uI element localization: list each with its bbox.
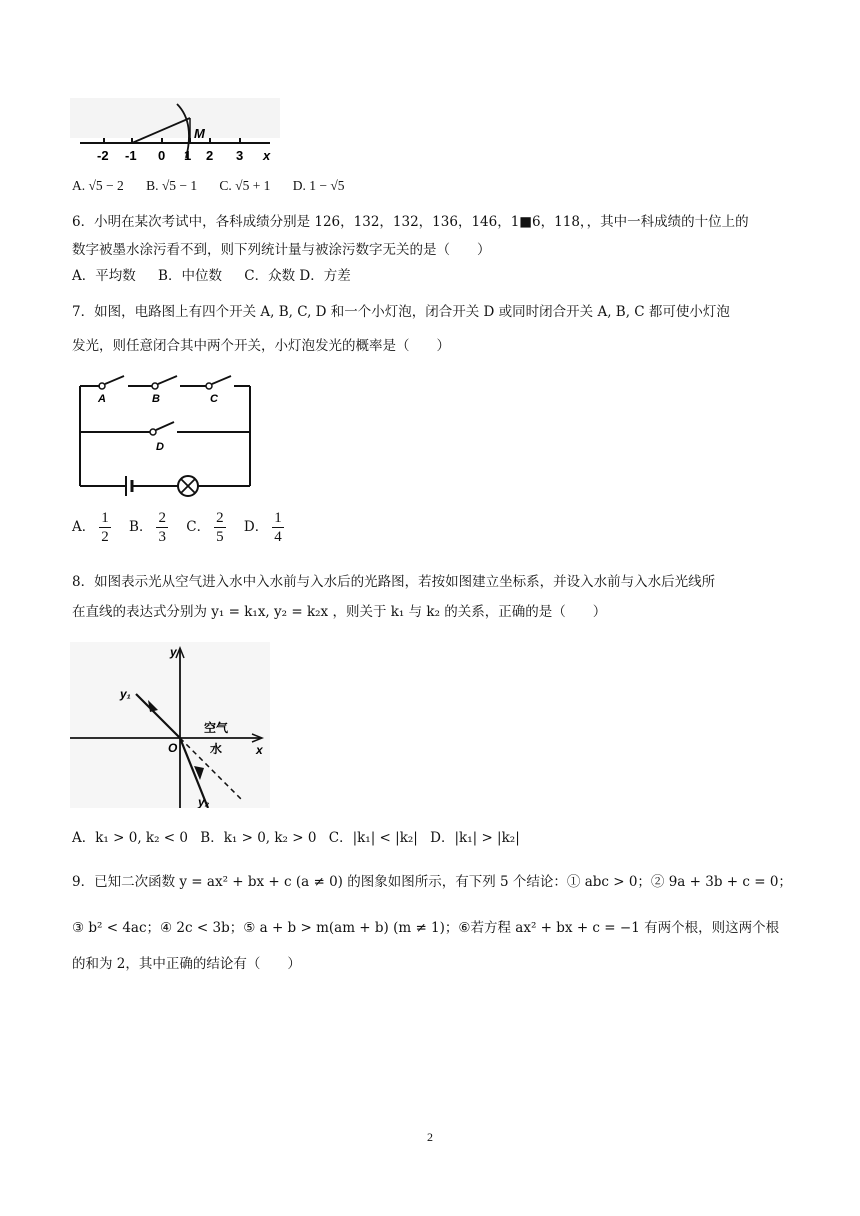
q7-stem-line1: 7．如图，电路图上有四个开关 A, B, C, D 和一个小灯泡，闭合开关 D 或同时闭合开关 A, B, C 都可使小灯泡 xyxy=(72,304,730,320)
q8-option-b: B．k₁ > 0, k₂ > 0 xyxy=(200,830,317,846)
q8-option-a: A．k₁ > 0, k₂ < 0 xyxy=(72,830,188,846)
tick-label: 1 xyxy=(184,148,192,163)
q8-option-c: C．|k₁| < |k₂| xyxy=(328,830,418,846)
q6-stem-line1: 6．小明在某次考试中，各科成绩分别是 126，132，132，136，146，1■6，118，，其中一科成绩的十位上的 xyxy=(72,214,749,230)
q7-option-c-fraction: $\frac{2}{5}$ xyxy=(216,510,224,545)
origin-label: O xyxy=(168,741,178,755)
q7-option-a-fraction: $\frac{1}{2}$ xyxy=(101,510,109,545)
q9-stem-line3: 的和为 2，其中正确的结论有（ ） xyxy=(72,956,301,972)
switch-label-a: A xyxy=(98,393,106,405)
ray-y2-label: y₂ xyxy=(198,795,210,808)
q6-options xyxy=(72,266,369,286)
q7-option-d-letter: D． xyxy=(243,519,269,535)
q9-stem-line1: 9．已知二次函数 y = ax² + bx + c (a ≠ 0) 的图象如图所示，有下列 5 个结论：① abc > 0；② 9a + 3b + c = 0； xyxy=(72,874,792,890)
page-number: 2 xyxy=(427,1130,433,1144)
y-axis-label: y xyxy=(170,645,177,659)
circuit-diagram xyxy=(70,362,260,498)
air-label: 空气 xyxy=(204,721,229,735)
axis-label: x xyxy=(263,148,271,163)
q5-option-c: C. √5 + 1 xyxy=(219,178,271,193)
q9-stem-line2: ③ b² < 4ac；④ 2c < 3b；⑤ a + b > m(am + b) (m ≠ 1)；⑥若方程 ax² + bx + c = −1 有两个根，则这两个根 xyxy=(72,920,780,936)
tick-label: -2 xyxy=(97,148,109,163)
number-line-figure xyxy=(70,98,280,164)
q7-option-a-letter: A． xyxy=(72,519,96,535)
switch-label-d: D xyxy=(156,441,164,453)
q7-option-b-letter: B． xyxy=(129,519,153,535)
tick-label: 3 xyxy=(236,148,244,163)
water-label: 水 xyxy=(210,742,223,756)
q6-option-b: B．中位数 xyxy=(158,268,222,284)
q7-stem-line2: 发光，则任意闭合其中两个开关，小灯泡发光的概率是（ ） xyxy=(72,338,450,354)
switch-label-c: C xyxy=(210,393,218,405)
ray-y1-label: y₁ xyxy=(120,687,131,701)
q5-option-b: B. √5 − 1 xyxy=(146,178,198,193)
q7-option-b-fraction: $\frac{2}{3}$ xyxy=(158,510,166,545)
tick-label: 2 xyxy=(206,148,214,163)
q5-option-a: A. √5 − 2 xyxy=(72,178,124,193)
q5-options xyxy=(72,176,363,196)
q5-option-d: D. 1 − √5 xyxy=(292,178,345,193)
q6-option-cd: C．众数 D．方差 xyxy=(244,268,351,284)
tick-label: 0 xyxy=(158,148,166,163)
q6-option-a: A．平均数 xyxy=(72,268,136,284)
x-axis-label: x xyxy=(256,743,263,757)
q7-option-c-letter: C． xyxy=(186,519,211,535)
point-label: M xyxy=(194,126,205,141)
q6-stem-line2: 数字被墨水涂污看不到，则下列统计量与被涂污数字无关的是（ ） xyxy=(72,242,491,258)
switch-label-b: B xyxy=(152,393,160,405)
tick-label: -1 xyxy=(125,148,137,163)
q8-options xyxy=(72,828,538,848)
q7-options xyxy=(72,508,306,546)
light-refraction-figure xyxy=(70,642,270,808)
q7-option-d-fraction: $\frac{1}{4}$ xyxy=(274,510,282,545)
q8-stem-line2: 在直线的表达式分别为 y₁ = k₁x, y₂ = k₂x ，则关于 k₁ 与 k₂ 的关系，正确的是（ ） xyxy=(72,604,607,620)
q8-option-d: D．|k₁| > |k₂| xyxy=(430,830,520,846)
q8-stem-line1: 8．如图表示光从空气进入水中入水前与入水后的光路图，若按如图建立坐标系，并设入水前与入水后光线所 xyxy=(72,574,716,590)
